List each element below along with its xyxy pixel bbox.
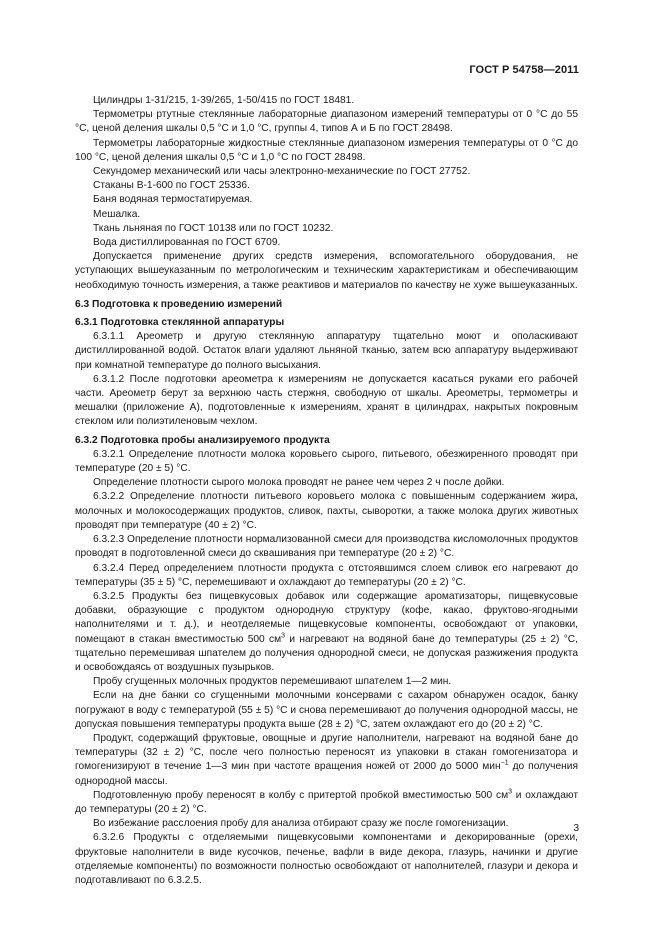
body-paragraph: Баня водяная термостатируемая. [93,194,253,206]
body-paragraph: Термометры ртутные стеклянные лабораторные диапазоном измерений температуры от 0 °С до 55 °С, ценой деления шкалы 0,5 °С и 1,0 °С, группы 4, типов А и Б по ГОСТ 28498. [75,109,578,135]
body-paragraph: Стаканы В-1-600 по ГОСТ 25336. [93,180,250,192]
document-body [75,94,578,888]
body-paragraph: Если на дне банки со сгущенными молочными консервами с сахаром обнаружен осадок, банку погружают в воду с температурой (55 ± 5) °С и снова перемешивают до получения однородной массы, не допуская повышения температуры продукта выше (28 ± 2) °С, затем охлаждают его до (20 ± 2) °С. [75,690,578,730]
body-paragraph: 6.3.1.1 Ареометр и другую стеклянную аппаратуру тщательно моют и ополаскивают дистиллированной водой. Остаток влаги удаляют льняной тканью, затем всю аппаратуру выдерживают при комнатной температуре до полного высыхания. [75,331,578,371]
body-paragraph: Мешалка. [93,208,141,220]
body-paragraph: 6.3.2.2 Определение плотности питьевого коровьего молока с повышенным содержанием жира, молочных и молокосодержащих продуктов, сливок, пахты, сыворотки, а также молока других животных проводят при температуре (40 ± 2) °С. [75,491,578,531]
body-paragraph: Вода дистиллированная по ГОСТ 6709. [93,237,281,249]
text-segment: и нагревают на водяной бане до температуры (25 ± 2) °С, тщательно перемешивая шпателем до получения однородной смеси, не допуская разжижения продукта и освобождаясь от воздушных пузырьков. [75,633,578,673]
text-segment: и охлаждают до температуры (20 ± 2) °С. [75,789,578,815]
text-segment: до получения однородной массы. [75,761,578,787]
body-paragraph: Секундомер механический или часы электронно-механические по ГОСТ 27752. [93,166,471,178]
text-segment: Продукт, содержащий фруктовые, овощные и другие наполнители, нагревают на водяной бане до температуры (32 ± 2) °С, после чего полностью переносят из упаковки в стакан гомогенизатора и гомогенизируют в течение 1—3 мин при частоте вращения ножей от 2000 до 5000 мин [75,732,578,773]
body-paragraph [75,732,578,789]
body-paragraph: Ткань льняная по ГОСТ 10138 или по ГОСТ 10232. [93,222,334,234]
body-paragraph: Допускается применение других средств измерения, вспомогательного оборудования, не уступающих вышеуказанным по метрологическим и техническим характеристикам и обеспечивающим необходимую точность измерения, а также реактивов и материалов по качеству не хуже вышеуказанных. [75,251,578,291]
body-paragraph: 6.3.2.1 Определение плотности молока коровьего сырого, питьевого, обезжиренного проводят при температуре (20 ± 5) °С. [75,448,578,475]
superscript: 3 [281,632,286,640]
body-paragraph [75,789,578,817]
body-paragraph: Пробу сгущенных молочных продуктов перемешивают шпателем 1—2 мин. [93,676,452,688]
section-heading-6-3: 6.3 Подготовка к проведению измерений [75,298,283,310]
body-paragraph: 6.3.2.6 Продукты с отделяемыми пищевкусовыми компонентами и декорированные (орехи, фруктовые наполнители в виде кусочков, печенье, вафли в виде декора, глазурь, начинки и другие отделяемые компоненты) по возможности полностью освобождают от наполнителей, глазури и декора и подготавливают по 6.3.2.5. [75,832,578,886]
body-paragraph: Определение плотности сырого молока проводят не ранее чем через 2 ч после дойки. [93,477,505,489]
body-paragraph: Во избежание расслоения пробу для анализа отбирают сразу же после гомогенизации. [93,818,509,830]
body-paragraph: Цилиндры 1-31/215, 1-39/265, 1-50/415 по ГОСТ 18481. [93,95,355,106]
text-segment: 6.3.2.5 Продукты без пищевкусовых добавок или содержащие ароматизаторы, пищевкусовые добавки, образующие с продуктом однородную структуру (кофе, какао, фруктово-ягодными наполнителями и т. д.), и неотделяемые пищевкусовые компоненты, освобождают от упаковки, помещают в стакан вместимостью 500 см [75,590,578,645]
page-number: 3 [573,823,579,834]
document-id-header: ГОСТ Р 54758—2011 [469,64,579,76]
body-paragraph: 6.3.2.4 Перед определением плотности продукта с отстоявшимся слоем сливок его нагревают до температуры (35 ± 5) °С, перемешивают и охлаждают до температуры (20 ± 2) °С. [75,562,578,588]
body-paragraph: Термометры лабораторные жидкостные стеклянные диапазоном измерения температуры от 0 °С до 100 °С, ценой деления шкалы 0,5 °С и 1,0 °С по ГОСТ 28498. [75,137,578,163]
body-paragraph [75,590,578,675]
text-segment: Подготовленную пробу переносят в колбу с притертой пробкой вместимостью 500 см [93,789,509,801]
section-heading-6-3-2: 6.3.2 Подготовка пробы анализируемого продукта [75,434,330,446]
section-heading-6-3-1: 6.3.1 Подготовка стеклянной аппаратуры [75,317,285,329]
superscript: −1 [500,759,509,767]
body-paragraph: 6.3.1.2 После подготовки ареометра к измерениям не допускается касаться руками его рабочей части. Ареометр берут за верхнюю часть стержня, свободную от шкалы. Ареометры, термометры и мешалки (приложение А), подготовленные к измерениям, хранят в цилиндрах, накрытых покровным стеклом или полиэтиленовым чехлом. [75,373,578,428]
body-paragraph: 6.3.2.3 Определение плотности нормализованной смеси для производства кисломолочных продуктов проводят в подготовленной смеси до сквашивания при температуре (20 ± 2) °С. [75,534,578,560]
superscript: 3 [508,788,512,796]
